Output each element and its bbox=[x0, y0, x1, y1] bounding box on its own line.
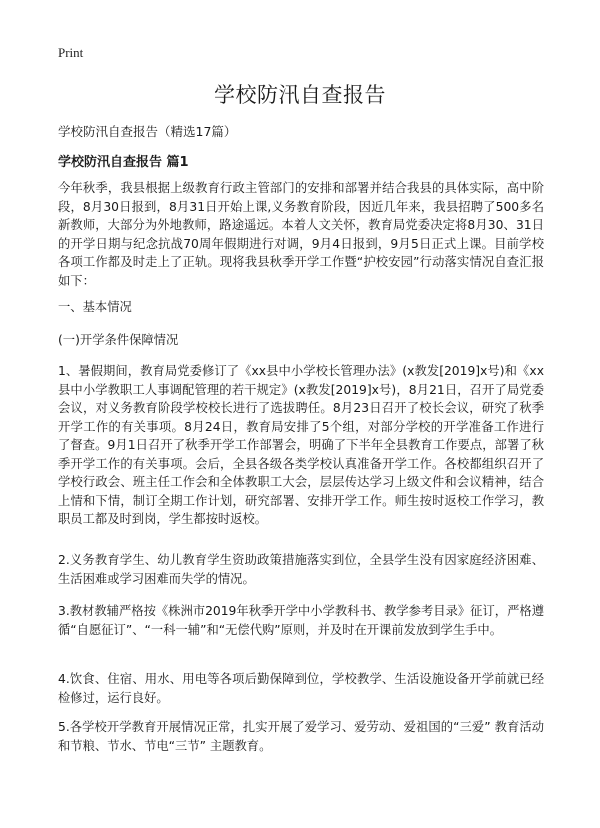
intro-paragraph: 今年秋季，我县根据上级教育行政主管部门的安排和部署并结合我县的具体实际，高中阶段，8月30日报到，8月31日开始上课,义务教育阶段，因近几年来，我县招聘了500多名新教师，大部分为外地教师，路途遥远。本着人文关怀，教育局党委决定将8月30、31日的开学日期与纪念抗战70周年假期进行对调，9月4日报到，9月5日正式上课。目前学校各项工作都及时走上了正轨。现将我县秋季开学工作暨“护校安园”行动落实情况自查汇报如下： bbox=[58, 181, 544, 288]
paragraph-item-5: 5.各学校开学教育开展情况正常，扎实开展了爱学习、爱劳动、爱祖国的“三爱” 教育活动和节粮、节水、节电“三节” 主题教育。 bbox=[58, 720, 544, 753]
print-link[interactable]: Print bbox=[58, 45, 84, 60]
heading-opening-conditions: (一)开学条件保障情况 bbox=[58, 333, 179, 347]
document-subtitle: 学校防汛自查报告（精选17篇） bbox=[58, 124, 237, 139]
heading-basic-situation: 一、基本情况 bbox=[58, 300, 132, 314]
paragraph-item-3: 3.教材教辅严格按《株洲市2019年秋季开学中小学教科书、教学参考目录》征订，严格遵循“自愿征订”、“一科一辅”和“无偿代购”原则，并及时在开课前发放到学生手中。 bbox=[58, 604, 544, 637]
section-heading: 学校防汛自查报告 篇1 bbox=[58, 155, 189, 170]
paragraph-item-1: 1、暑假期间，教育局党委修订了《xx县中小学校长管理办法》(x教发[2019]x号)和《xx县中小学教职工人事调配管理的若干规定》(x教发[2019]x号)，8月21日，召开了局党委会议，对义务教育阶段学校校长进行了选拔聘任。8月23日召开了校长会议，研究了秋季开学工作的有关事项。8月24日，教育局安排了5个组，对部分学校的开学准备工作进行了督查。9月1日召开了秋季开学工作部署会，明确了下半年全县教育工作要点，部署了秋季开学工作的有关事项。会后，全县各级各类学校认真准备开学工作。各校都组织召开了学校行政会、班主任工作会和全体教职工大会，层层传达学习上级文件和会议精神，结合上情和下情，制订全期工作计划，研究部署、安排开学工作。师生按时返校工作学习，教职员工都及时到岗，学生都按时返校。 bbox=[58, 364, 544, 526]
document-title: 学校防汛自查报告 bbox=[214, 83, 386, 107]
paragraph-item-4: 4.饮食、住宿、用水、用电等各项后勤保障到位，学校教学、生活设施设备开学前就已经检修过，运行良好。 bbox=[58, 672, 544, 705]
paragraph-item-2: 2.义务教育学生、幼儿教育学生资助政策措施落实到位，全县学生没有因家庭经济困难、生活困难或学习困难而失学的情况。 bbox=[58, 553, 544, 586]
